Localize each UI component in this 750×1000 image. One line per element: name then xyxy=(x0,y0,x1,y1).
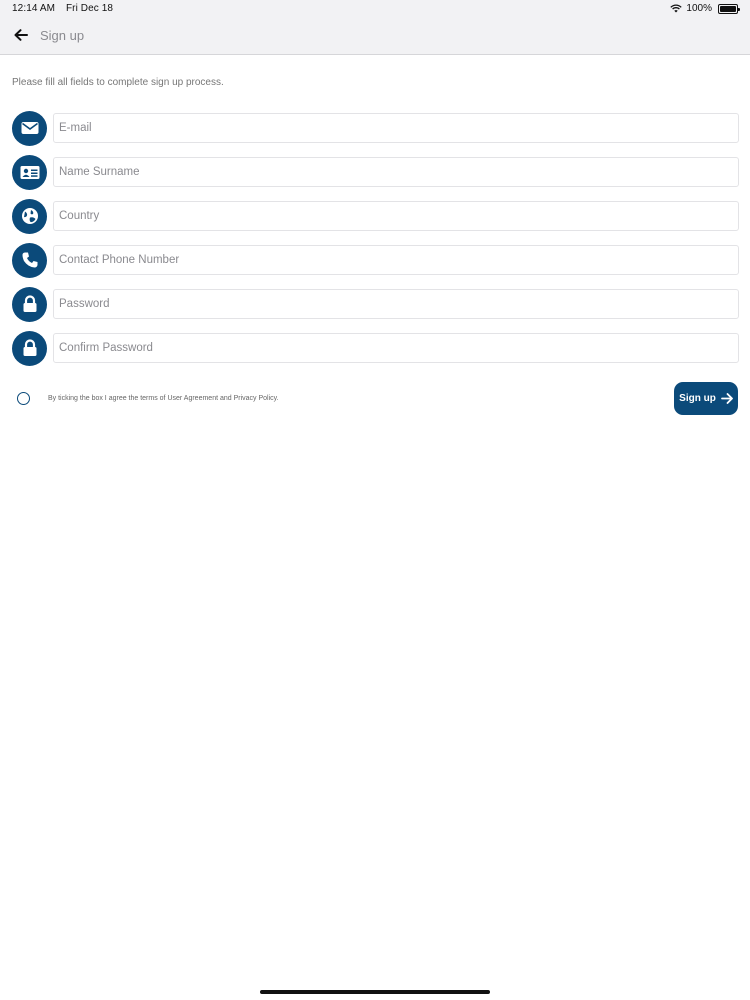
country-input[interactable] xyxy=(59,210,738,222)
id-card-icon xyxy=(12,155,47,190)
phone-row xyxy=(12,242,739,278)
page-title: Sign up xyxy=(40,27,85,43)
status-indicators xyxy=(670,3,738,14)
nav-bar xyxy=(12,24,84,46)
status-bar xyxy=(12,3,121,14)
email-field[interactable] xyxy=(53,113,739,143)
back-button[interactable] xyxy=(12,26,30,44)
email-row xyxy=(12,110,739,146)
phone-field[interactable] xyxy=(53,245,739,275)
email-input[interactable] xyxy=(59,122,738,134)
agreement-row xyxy=(17,392,279,405)
lock-icon xyxy=(12,287,47,322)
envelope-icon xyxy=(12,111,47,146)
sign-up-button-label: Sign up xyxy=(679,393,716,404)
country-row xyxy=(12,198,739,234)
name-surname-input[interactable] xyxy=(59,166,738,178)
top-bar xyxy=(0,0,750,55)
name-row xyxy=(12,154,739,190)
arrow-left-icon xyxy=(14,29,28,41)
password-field[interactable] xyxy=(53,289,739,319)
arrow-right-icon xyxy=(721,393,733,404)
phone-icon xyxy=(12,243,47,278)
password-input[interactable] xyxy=(59,298,738,310)
agreement-checkbox[interactable] xyxy=(17,392,30,405)
home-indicator xyxy=(260,990,490,994)
confirm-password-row xyxy=(12,330,739,366)
status-time: 12:14 AM xyxy=(12,3,56,14)
lock-icon xyxy=(12,331,47,366)
status-date: Fri Dec 18 xyxy=(65,3,114,14)
form-intro-text: Please fill all fields to complete sign up process. xyxy=(12,77,224,88)
globe-icon xyxy=(12,199,47,234)
battery-percent: 100% xyxy=(686,3,712,14)
confirm-password-field[interactable] xyxy=(53,333,739,363)
wifi-icon xyxy=(670,4,682,13)
phone-input[interactable] xyxy=(59,254,738,266)
agreement-text: By ticking the box I agree the terms of User Agreement and Privacy Policy. xyxy=(48,395,279,402)
battery-icon xyxy=(718,4,738,14)
password-row xyxy=(12,286,739,322)
name-surname-field[interactable] xyxy=(53,157,739,187)
country-field[interactable] xyxy=(53,201,739,231)
confirm-password-input[interactable] xyxy=(59,342,738,354)
sign-up-button[interactable] xyxy=(674,382,738,415)
